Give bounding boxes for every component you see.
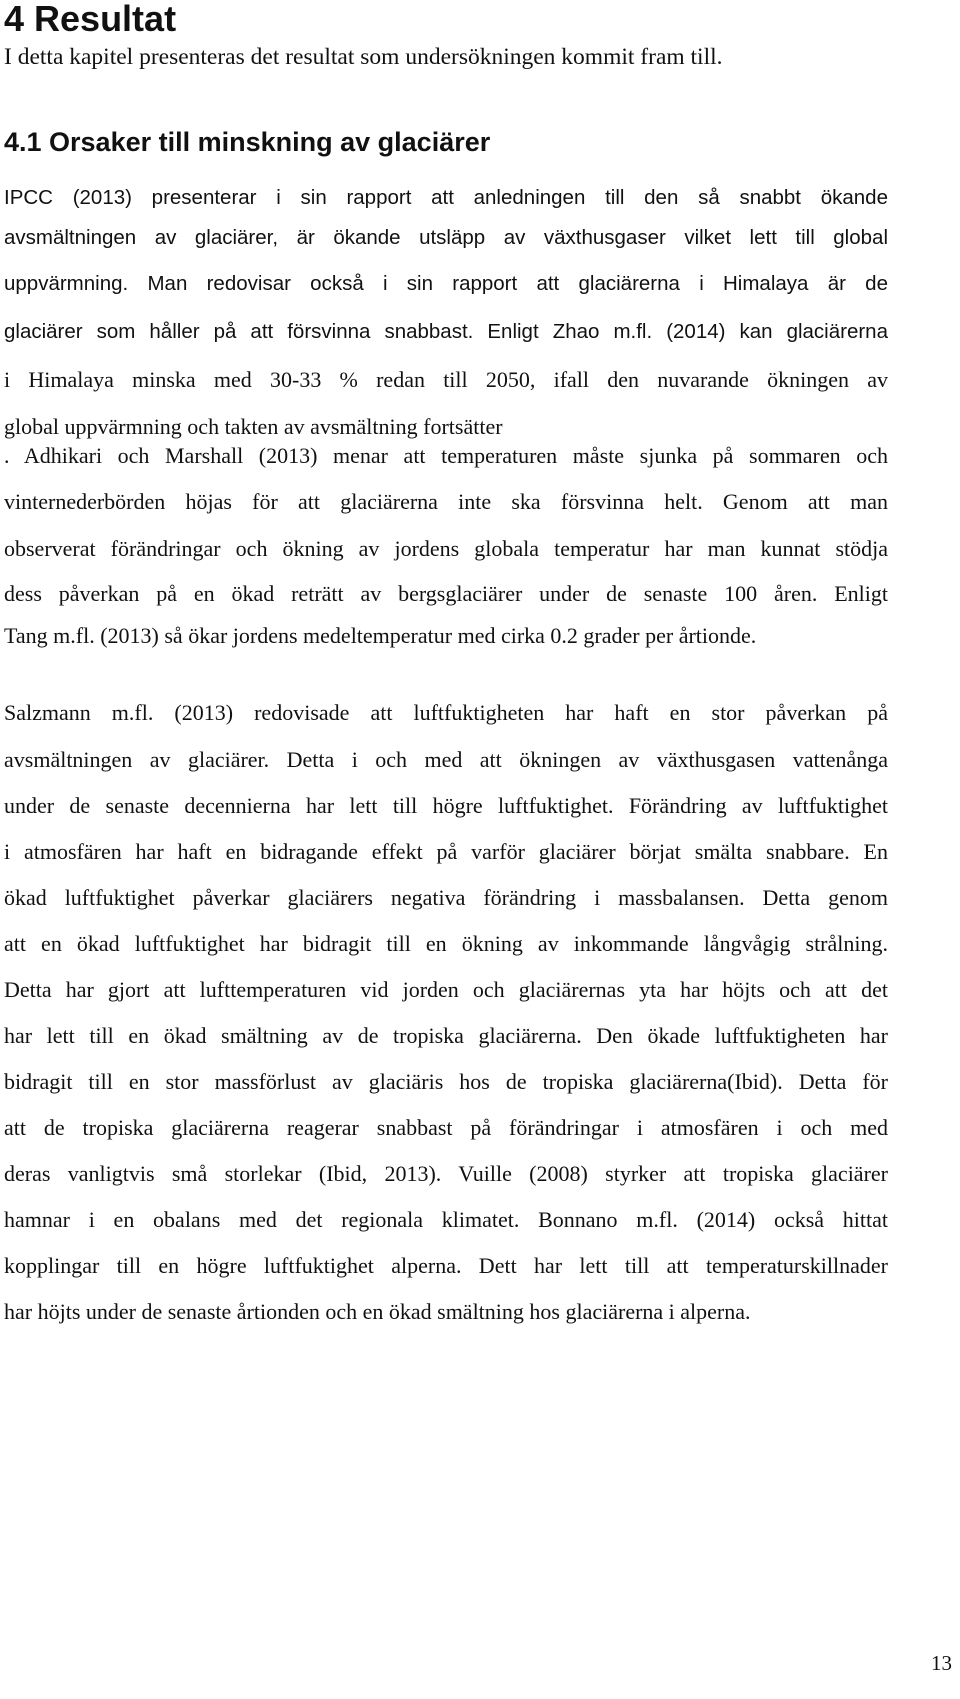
text-line: observerat förändringar och ökning av jordens globala temperatur har man kunnat stödja xyxy=(4,536,888,561)
text-line: . Adhikari och Marshall (2013) menar att temperaturen måste sjunka på sommaren och xyxy=(4,443,888,468)
text-line: att en ökad luftfuktighet har bidragit till en ökning av inkommande långvågig strålning. xyxy=(4,931,888,956)
text-line: avsmältningen av glaciärer, är ökande utsläpp av växthusgaser vilket lett till global xyxy=(4,226,888,249)
text-line: har lett till en ökad smältning av de tropiska glaciärerna. Den ökade luftfuktigheten har xyxy=(4,1023,888,1048)
text-line: uppvärmning. Man redovisar också i sin rapport att glaciärerna i Himalaya är de xyxy=(4,272,888,295)
text-line: under de senaste decennierna har lett till högre luftfuktighet. Förändring av luftfuktighet xyxy=(4,793,888,818)
section-heading: 4.1 Orsaker till minskning av glaciärer xyxy=(4,127,491,157)
text-line: bidragit till en stor massförlust av glaciäris hos de tropiska glaciärerna(Ibid). Detta för xyxy=(4,1069,888,1094)
text-line: dess påverkan på en ökad reträtt av bergsglaciärer under de senaste 100 åren. Enligt xyxy=(4,581,888,606)
text-line: deras vanligtvis små storlekar (Ibid, 2013). Vuille (2008) styrker att tropiska glaciärer xyxy=(4,1161,888,1186)
text-line: avsmältningen av glaciärer. Detta i och med att ökningen av växthusgasen vattenånga xyxy=(4,747,888,772)
text-line: i Himalaya minska med 30-33 % redan till 2050, ifall den nuvarande ökningen av xyxy=(4,367,888,392)
text-line: Tang m.fl. (2013) så ökar jordens medeltemperatur med cirka 0.2 grader per årtionde. xyxy=(4,623,757,648)
text-line: att de tropiska glaciärerna reagerar snabbast på förändringar i atmosfären i och med xyxy=(4,1115,888,1140)
chapter-heading: 4 Resultat xyxy=(4,0,177,39)
page-number: 13 xyxy=(931,1651,952,1675)
text-line: har höjts under de senaste årtionden och en ökad smältning hos glaciärerna i alperna. xyxy=(4,1299,751,1324)
text-line: IPCC (2013) presenterar i sin rapport att anledningen till den så snabbt ökande xyxy=(4,186,888,209)
chapter-intro: I detta kapitel presenteras det resultat som undersökningen kommit fram till. xyxy=(4,44,723,70)
text-line: glaciärer som håller på att försvinna snabbast. Enligt Zhao m.fl. (2014) kan glaciärerna xyxy=(4,320,888,343)
text-line: ökad luftfuktighet påverkar glaciärers negativa förändring i massbalansen. Detta genom xyxy=(4,885,888,910)
text-line: global uppvärmning och takten av avsmältning fortsätter xyxy=(4,414,503,439)
text-line: vinternederbörden höjas för att glaciärerna inte ska försvinna helt. Genom att man xyxy=(4,489,888,514)
text-line: i atmosfären har haft en bidragande effekt på varför glaciärer börjat smälta snabbare. En xyxy=(4,839,888,864)
text-line: Salzmann m.fl. (2013) redovisade att luftfuktigheten har haft en stor påverkan på xyxy=(4,700,888,725)
text-line: kopplingar till en högre luftfuktighet alperna. Dett har lett till att temperaturskillnader xyxy=(4,1253,888,1278)
text-line: hamnar i en obalans med det regionala klimatet. Bonnano m.fl. (2014) också hittat xyxy=(4,1207,888,1232)
text-line: Detta har gjort att lufttemperaturen vid jorden och glaciärernas yta har höjts och att det xyxy=(4,977,888,1002)
